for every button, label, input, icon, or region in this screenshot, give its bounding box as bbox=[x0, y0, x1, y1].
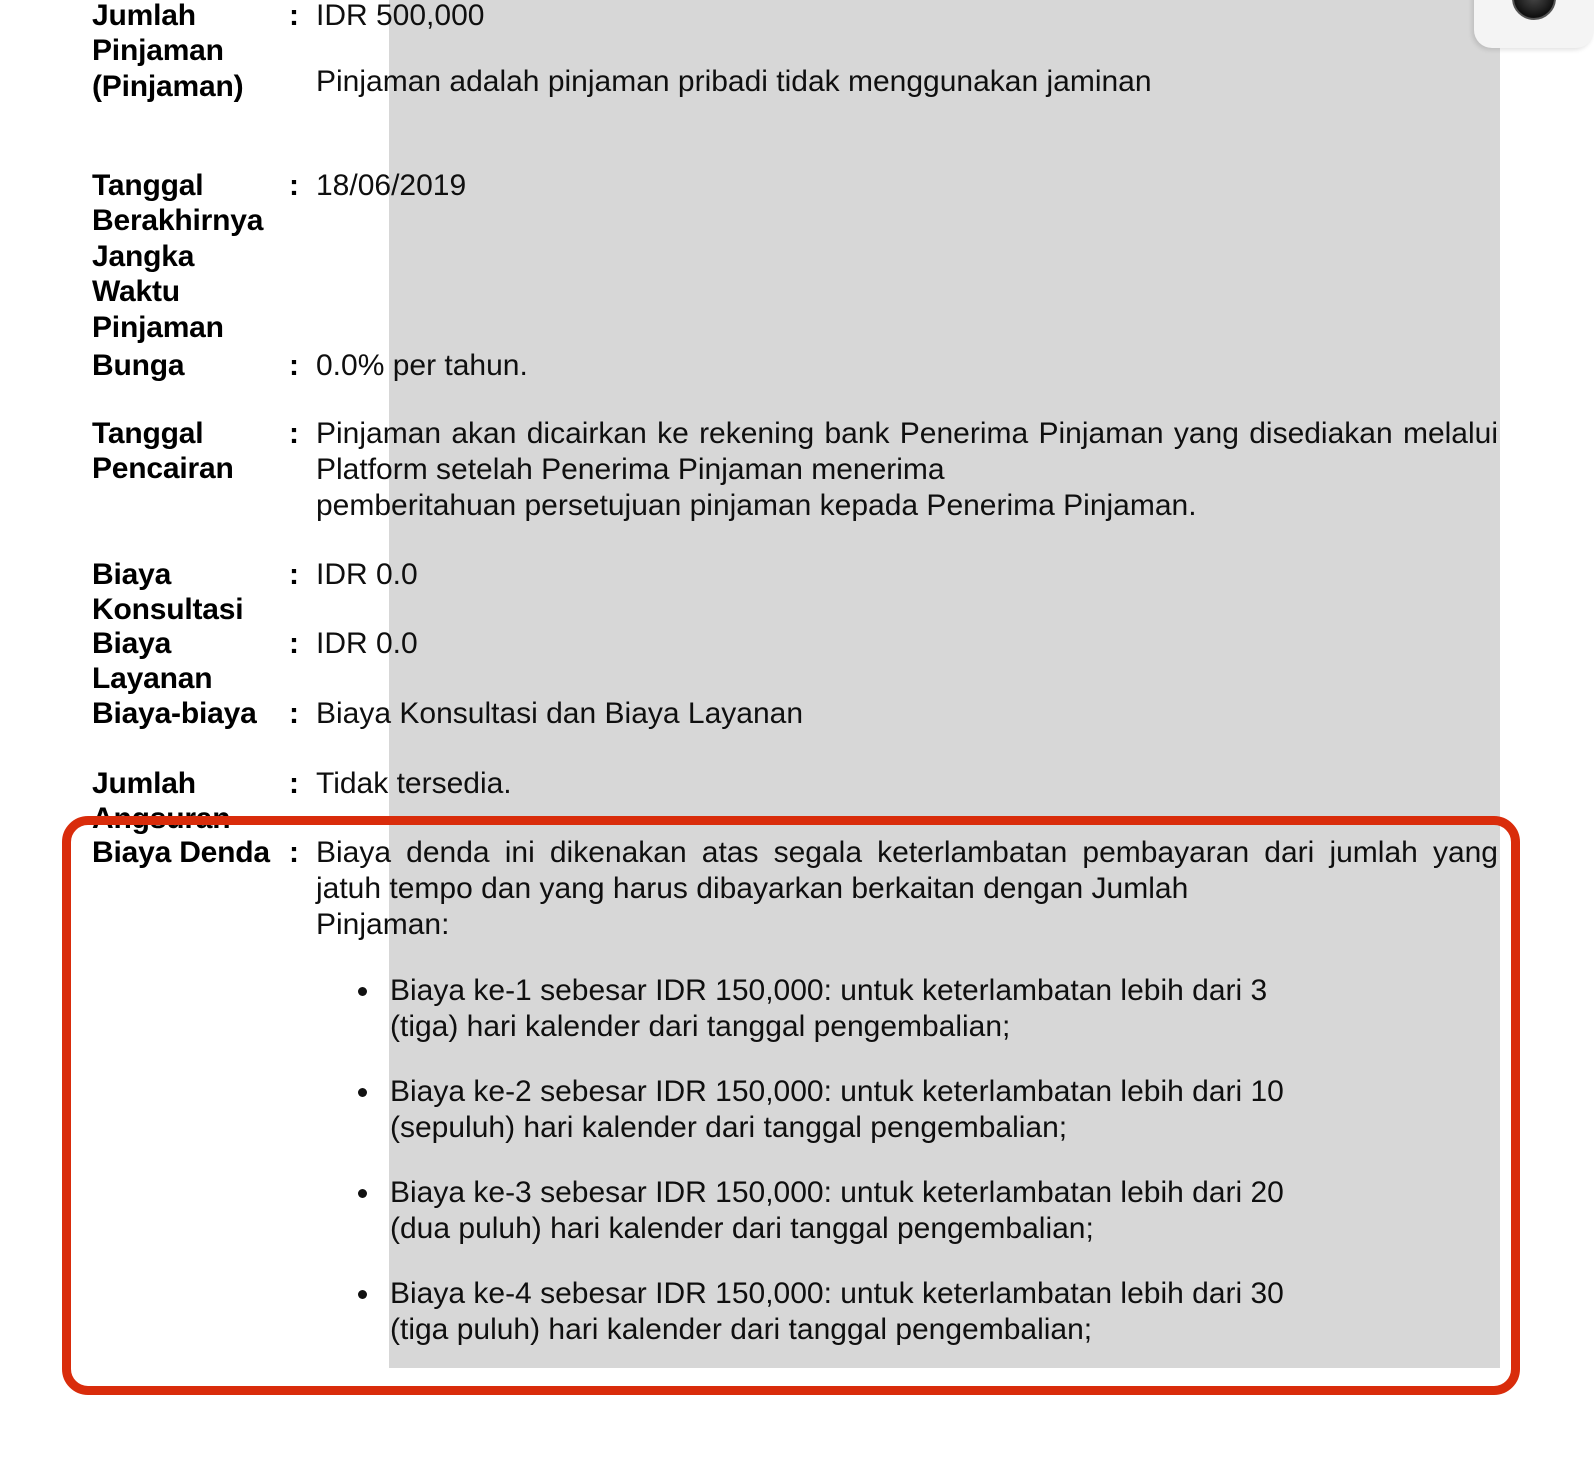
list-item-line2: (sepuluh) hari kalender dari tanggal pengembalian; bbox=[390, 1111, 1068, 1144]
row-label: Bunga bbox=[92, 349, 185, 382]
bullet-icon bbox=[358, 1290, 367, 1299]
row-colon: : bbox=[289, 0, 299, 32]
jumlah-pinjaman-amount: IDR 500,000 bbox=[316, 0, 485, 32]
row-colon: : bbox=[289, 349, 299, 382]
row-value: Tidak tersedia. bbox=[316, 767, 512, 800]
jumlah-pinjaman-note: Pinjaman adalah pinjaman pribadi tidak menggunakan jaminan bbox=[316, 65, 1152, 98]
list-item-line1: Biaya ke-2 sebesar IDR 150,000: untuk keterlambatan lebih dari 10 bbox=[390, 1075, 1284, 1108]
pencairan-text-part2: pemberitahuan persetujuan pinjaman kepada Penerima Pinjaman. bbox=[316, 489, 1197, 522]
row-value bbox=[311, 0, 1520, 100]
table-row-biaya-layanan bbox=[0, 626, 1520, 697]
row-colon: : bbox=[289, 627, 299, 660]
row-value: 18/06/2019 bbox=[316, 169, 467, 202]
row-value bbox=[311, 416, 1520, 524]
row-colon: : bbox=[289, 169, 299, 202]
table-row-biaya-denda bbox=[0, 835, 1520, 1348]
bullet-icon bbox=[358, 987, 367, 996]
row-label: Biaya Layanan bbox=[92, 627, 213, 696]
list-item-line1: Biaya ke-1 sebesar IDR 150,000: untuk keterlambatan lebih dari 3 bbox=[390, 974, 1268, 1007]
row-label: Biaya-biaya bbox=[92, 697, 257, 730]
list-item bbox=[316, 1175, 1498, 1247]
list-item bbox=[316, 1276, 1498, 1348]
denda-intro-part2: Pinjaman: bbox=[316, 908, 450, 941]
row-colon: : bbox=[289, 417, 299, 450]
floating-widget-card[interactable] bbox=[1474, 0, 1594, 48]
row-value: 0.0% per tahun. bbox=[316, 349, 528, 382]
row-label: Jumlah Angsuran bbox=[92, 767, 231, 836]
table-row-tanggal-berakhir bbox=[0, 168, 1520, 345]
list-item-line2: (tiga puluh) hari kalender dari tanggal pengembalian; bbox=[390, 1313, 1093, 1346]
denda-intro-part1: Biaya denda ini dikenakan atas segala keterlambatan pembayaran dari jumlah yang jatuh tempo dan yang harus dibayarkan berkaitan dengan Jumlah bbox=[316, 836, 1498, 905]
bullet-icon bbox=[358, 1189, 367, 1198]
pencairan-text-part1: Pinjaman akan dicairkan ke rekening bank Penerima Pinjaman yang disediakan melalui Platform setelah Penerima Pinjaman menerima bbox=[316, 417, 1498, 486]
table-row-bunga bbox=[0, 348, 1520, 384]
dial-knob-icon[interactable] bbox=[1512, 0, 1556, 20]
list-item-line2: (dua puluh) hari kalender dari tanggal pengembalian; bbox=[390, 1212, 1094, 1245]
row-label: Tanggal Berakhirnya Jangka Waktu Pinjaman bbox=[92, 169, 264, 344]
list-item-line1: Biaya ke-3 sebesar IDR 150,000: untuk keterlambatan lebih dari 20 bbox=[390, 1176, 1284, 1209]
row-value: IDR 0.0 bbox=[316, 627, 418, 660]
list-item bbox=[316, 973, 1498, 1045]
table-row-tanggal-pencairan bbox=[0, 416, 1520, 524]
table-row-biaya-konsultasi bbox=[0, 557, 1520, 628]
denda-fee-list bbox=[316, 973, 1498, 1348]
list-item bbox=[316, 1074, 1498, 1146]
row-colon: : bbox=[289, 558, 299, 591]
row-label: Biaya Denda bbox=[92, 836, 270, 869]
row-colon: : bbox=[289, 767, 299, 800]
list-item-line1: Biaya ke-4 sebesar IDR 150,000: untuk keterlambatan lebih dari 30 bbox=[390, 1277, 1284, 1310]
row-colon: : bbox=[289, 836, 299, 869]
bullet-icon bbox=[358, 1088, 367, 1097]
row-value: Biaya Konsultasi dan Biaya Layanan bbox=[316, 697, 804, 730]
row-label: Biaya Konsultasi bbox=[92, 558, 244, 627]
list-item-line2: (tiga) hari kalender dari tanggal pengembalian; bbox=[390, 1010, 1011, 1043]
row-colon: : bbox=[289, 697, 299, 730]
row-value: IDR 0.0 bbox=[316, 558, 418, 591]
table-row-jumlah-angsuran bbox=[0, 766, 1520, 837]
row-label: Tanggal Pencairan bbox=[92, 417, 234, 486]
table-row-jumlah-pinjaman bbox=[0, 0, 1520, 104]
row-value bbox=[311, 835, 1520, 1348]
row-label: Jumlah Pinjaman (Pinjaman) bbox=[92, 0, 244, 103]
table-row-biaya-biaya bbox=[0, 696, 1520, 732]
